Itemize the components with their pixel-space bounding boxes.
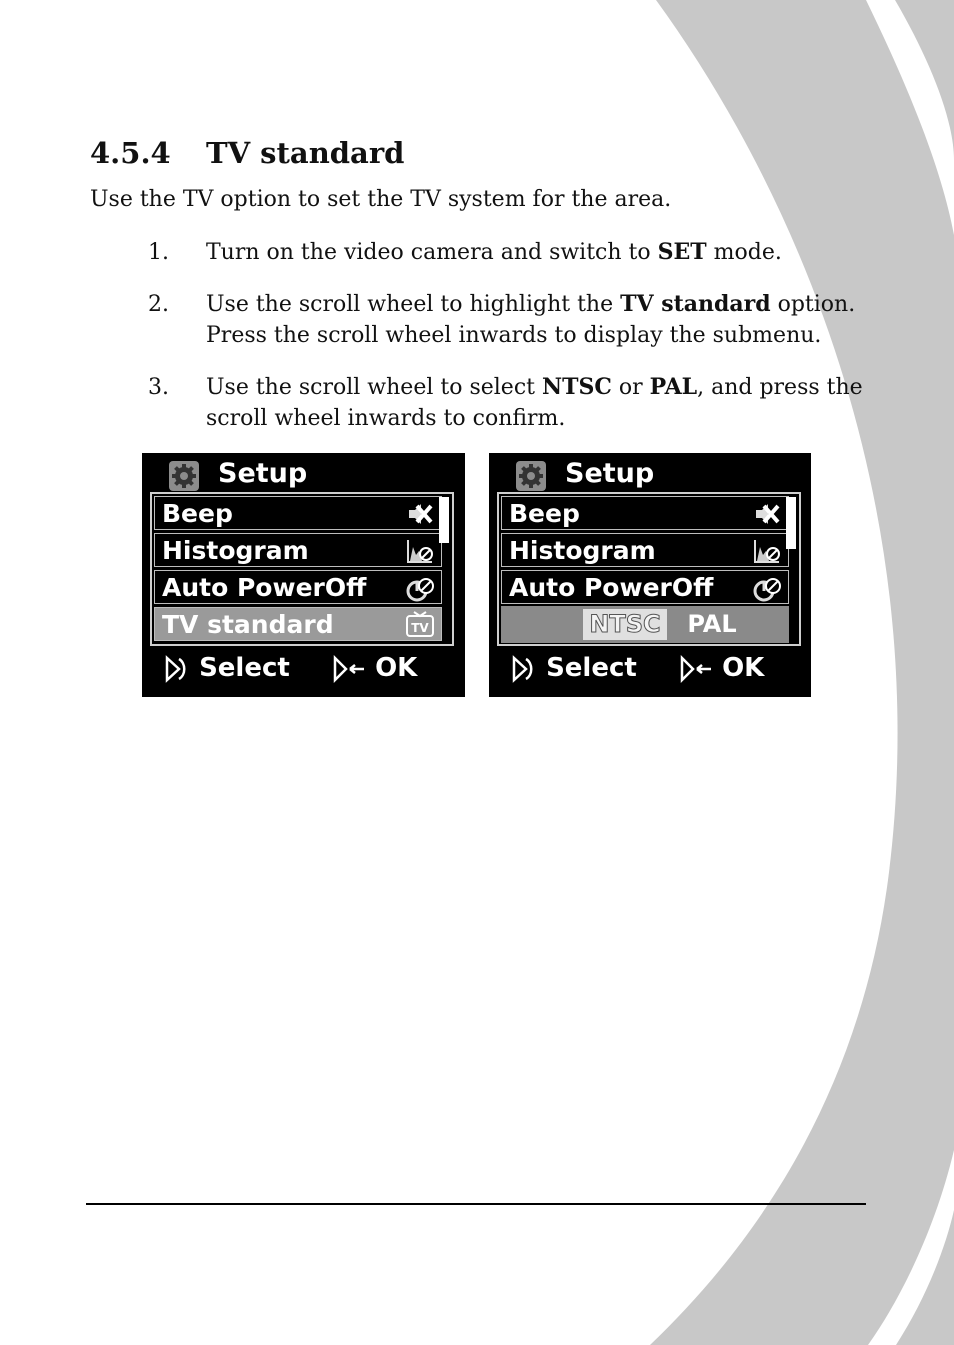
screen-title: Setup	[565, 458, 655, 489]
option-ntsc[interactable]: NTSC	[583, 609, 667, 640]
footer-select-label: Select	[546, 653, 637, 683]
tv-icon	[405, 611, 435, 639]
auto-poweroff-icon	[405, 574, 435, 602]
step-text: Use the scroll wheel to highlight the TV standard option. Press the scroll wheel inwards to display the submenu.	[206, 291, 856, 348]
step-number: 2.	[148, 292, 169, 317]
auto-poweroff-icon	[752, 574, 782, 602]
scrollbar-thumb[interactable]	[439, 497, 449, 543]
section-number: 4.5.4	[90, 136, 171, 170]
scroll-wheel-icon	[511, 655, 537, 683]
footer-ok	[679, 653, 764, 683]
menu-item-label: Beep	[162, 499, 233, 528]
beep-off-icon	[405, 500, 435, 528]
step-number: 1.	[148, 240, 169, 265]
step-text: Turn on the video camera and switch to SET mode.	[206, 239, 782, 265]
menu-item-label: Histogram	[509, 536, 656, 565]
press-wheel-icon	[332, 655, 366, 683]
press-wheel-icon	[679, 655, 713, 683]
footer-select	[511, 653, 637, 683]
beep-off-icon	[752, 500, 782, 528]
footer-ok	[332, 653, 417, 683]
histogram-icon	[752, 537, 782, 565]
footer-ok-label: OK	[375, 653, 418, 683]
menu-item-label: Auto PowerOff	[509, 573, 714, 602]
tv-standard-submenu	[501, 606, 789, 643]
camera-screen-tv-submenu	[489, 453, 811, 697]
menu-list	[497, 492, 801, 646]
gear-icon	[515, 460, 547, 492]
menu-list	[150, 492, 454, 646]
option-pal[interactable]: PAL	[687, 610, 737, 638]
footer-select	[164, 653, 290, 683]
screen-title: Setup	[218, 458, 308, 489]
menu-item-beep[interactable]	[501, 496, 789, 530]
menu-item-histogram[interactable]	[501, 533, 789, 567]
menu-item-auto-poweroff[interactable]	[154, 570, 442, 604]
scrollbar-thumb[interactable]	[786, 497, 796, 549]
menu-item-beep[interactable]	[154, 496, 442, 530]
footer-select-label: Select	[199, 653, 290, 683]
step-number: 3.	[148, 375, 169, 400]
menu-item-label: Auto PowerOff	[162, 573, 367, 602]
menu-item-histogram[interactable]	[154, 533, 442, 567]
gear-icon	[168, 460, 200, 492]
section-heading	[90, 136, 404, 170]
menu-item-label: Histogram	[162, 536, 309, 565]
menu-item-label: TV standard	[162, 610, 334, 639]
step-text: Use the scroll wheel to select NTSC or PAL, and press the scroll wheel inwards to confirm.	[206, 374, 863, 431]
intro-paragraph: Use the TV option to set the TV system for the area.	[90, 187, 672, 212]
scroll-wheel-icon	[164, 655, 190, 683]
camera-screen-setup-menu	[142, 453, 465, 697]
histogram-icon	[405, 537, 435, 565]
svg-text:TV: TV	[411, 621, 429, 635]
section-title: TV standard	[206, 136, 405, 170]
menu-item-auto-poweroff[interactable]	[501, 570, 789, 604]
menu-item-label: Beep	[509, 499, 580, 528]
footer-ok-label: OK	[722, 653, 765, 683]
footer-rule	[86, 1203, 866, 1205]
menu-item-tv-standard[interactable]	[154, 607, 442, 641]
